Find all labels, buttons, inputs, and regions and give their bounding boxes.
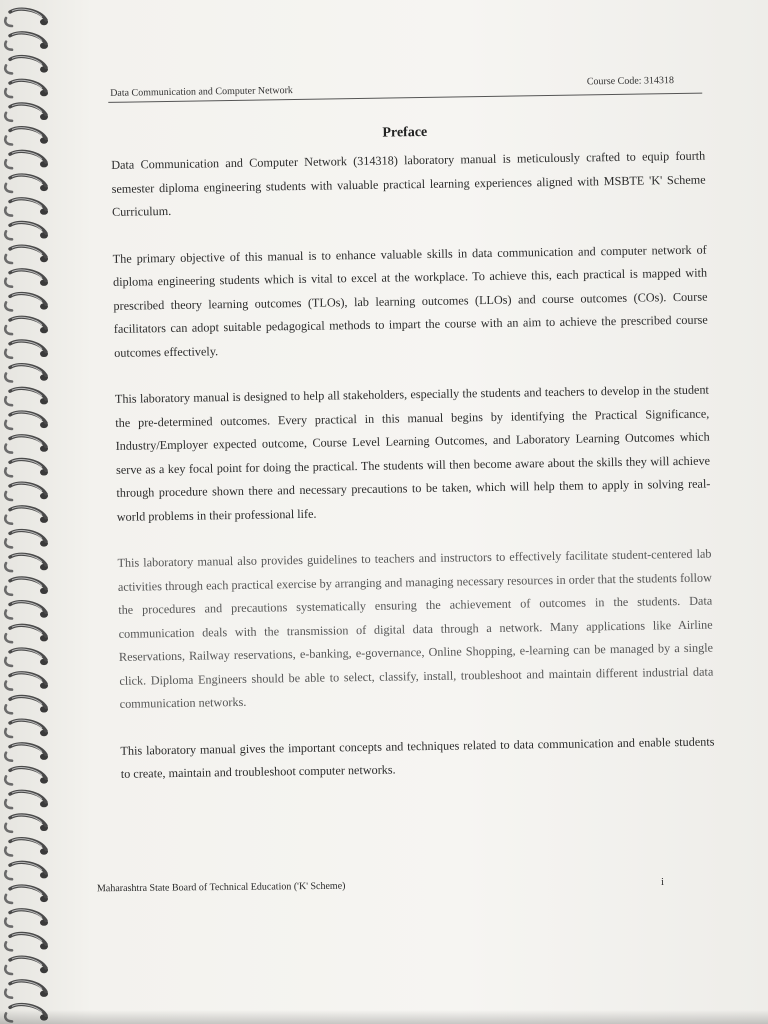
page-title: Preface [382, 124, 428, 141]
header-course-title: Data Communication and Computer Network [110, 85, 293, 99]
spiral-coil [5, 33, 48, 50]
page-number: i [661, 876, 665, 888]
spiral-coil [5, 862, 48, 879]
spiral-coil [5, 128, 48, 145]
spiral-coil [5, 696, 48, 713]
spiral-coil [5, 625, 48, 642]
footer-board-name: Maharashtra State Board of Technical Education ('K' Scheme) [96, 880, 346, 895]
spiral-coil [5, 57, 48, 74]
page-content [104, 75, 715, 810]
spiral-coil [5, 720, 48, 737]
spiral-coil [5, 815, 48, 832]
spiral-coil [5, 246, 48, 263]
bottom-shadow [0, 1010, 768, 1024]
spiral-coil [5, 104, 48, 121]
spiral-coil [5, 270, 48, 287]
spiral-coil [5, 768, 48, 785]
spiral-coil [5, 365, 48, 382]
running-header [104, 75, 704, 100]
spiral-coil [5, 294, 48, 311]
spiral-coil [5, 459, 48, 476]
spiral-coil [5, 341, 48, 358]
spiral-coil [5, 199, 48, 216]
spiral-coil [5, 744, 48, 761]
spiral-coil [5, 80, 48, 97]
spiral-coil [5, 222, 48, 239]
spiral-coil [5, 649, 48, 666]
paragraph-objective: The primary objective of this manual is to enhance valuable skills in data communication and computer network of diploma engineering students which is vital to excel at the workplace. To achieve this, each practical is mapped with prescribed theory learning outcomes (TLOs), lab learning outcomes (LLOs) and course outcomes (COs). Course facilitators can adopt suitable pedagogical methods to impart the course with an aim to achieve the prescribed course outcomes effectively. [112, 242, 708, 360]
spiral-coil [5, 673, 48, 690]
spiral-coil [5, 412, 48, 429]
spiral-coil [5, 981, 48, 998]
spiral-coil [5, 151, 48, 168]
spiral-coil [5, 933, 48, 950]
spiral-coil [5, 578, 48, 595]
spiral-coil [5, 554, 48, 571]
spiral-coil [5, 839, 48, 856]
spiral-coil [5, 602, 48, 619]
spiral-coil [5, 531, 48, 548]
spiral-coil [5, 957, 48, 974]
header-course-code: Course Code: 314318 [586, 75, 675, 88]
paragraph-concepts: This laboratory manual gives the important concepts and techniques related to data communication and enable students to create, maintain and troubleshoot computer networks. [120, 733, 715, 781]
spiral-coil [5, 791, 48, 808]
spiral-coil [5, 886, 48, 903]
paragraph-intro: Data Communication and Computer Network (314318) laboratory manual is meticulously crafted to equip fourth semester diploma engineering students with valuable practical learning experiences aligned with MSBTE 'K' Scheme Curriculum. [111, 148, 706, 219]
spiral-coil [5, 388, 48, 405]
spiral-coil [5, 507, 48, 524]
spiral-coil [5, 910, 48, 927]
paragraph-guidelines: This laboratory manual also provides guidelines to teachers and instructors to effectively facilitate student-centered lab activities through each practical exercise by arranging and managing necessary resources in order that the students follow the procedures and precautions systematically ensuring the achievement of outcomes in the students. Data communication deals with the transmission of digital data through a network. Many applications like Airline Reservations, Railway reservations, e-banking, e-governance, Online Shopping, e-learning can be managed by a single click. Diploma Engineers should be able to select, classify, install, troubleshoot and maintain different industrial data communication networks. [117, 546, 714, 711]
paragraph-stakeholders: This laboratory manual is designed to help all stakeholders, especially the students and teachers to develop in the student the pre-determined outcomes. Every practical in this manual begins by identifying the Practical Significance, Industry/Employer expected outcome, Course Level Learning Outcomes, and Laboratory Learning Outcomes which serve as a key focal point for doing the practical. The students will then become aware about the skills they will achieve through procedure shown there and necessary precautions to be taken, which will help them to apply in solving real-world problems in their professional life. [114, 382, 711, 524]
spiral-binding [0, 0, 70, 1024]
spiral-coil [5, 483, 48, 500]
spiral-coil [5, 9, 48, 26]
spiral-coil [5, 436, 48, 453]
spiral-coil [5, 175, 48, 192]
spiral-coil [5, 317, 48, 334]
